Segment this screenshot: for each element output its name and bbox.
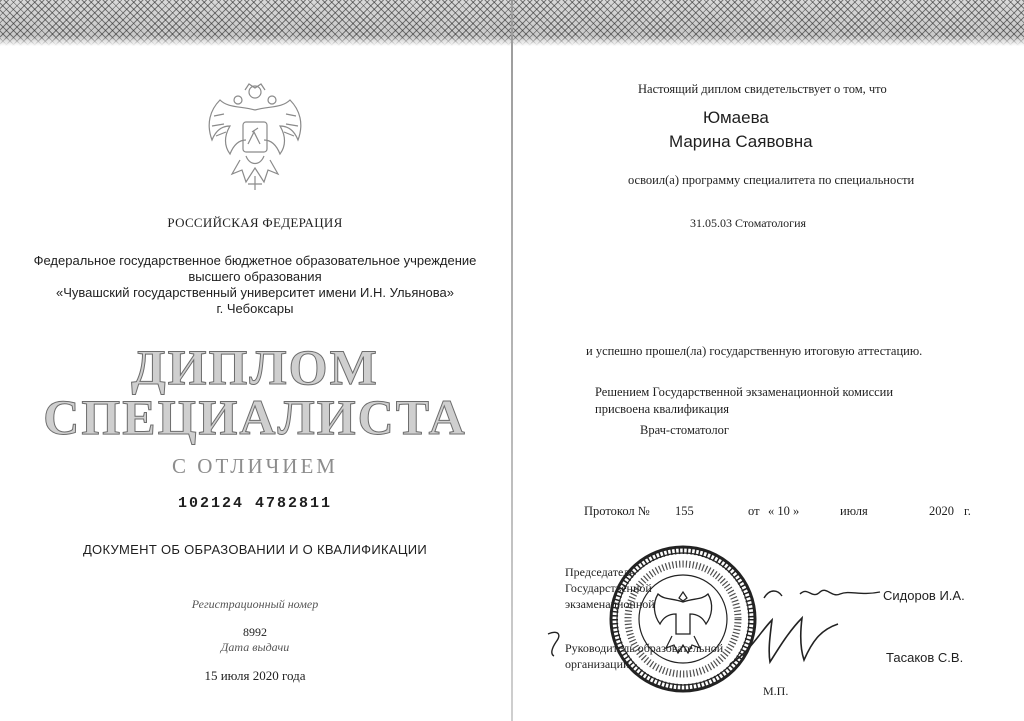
decision-line: Решением Государственной экзаменационной комиссии [595, 385, 894, 399]
issue-date: 15 июля 2020 года [204, 668, 306, 683]
document-type: ДОКУМЕНТ ОБ ОБРАЗОВАНИИ И О КВАЛИФИКАЦИИ [82, 542, 428, 557]
institution-city: г. Чебоксары [216, 301, 294, 316]
serial-number: 102124 4782811 [177, 495, 333, 512]
graduate-first-names: Марина Саявовна [669, 132, 813, 151]
honors-label: С ОТЛИЧИЕМ [172, 454, 338, 478]
protocol-label: Протокол № [584, 504, 650, 518]
issue-date-label: Дата выдачи [220, 640, 290, 654]
program-text: освоил(а) программу специалитета по специальности [628, 173, 915, 187]
chair-title-line: Председатель [565, 565, 635, 579]
institution-line: высшего образования [188, 269, 322, 284]
diploma-title: ДИПЛОМ [131, 339, 379, 395]
institution-line: Федеральное государственное бюджетное образовательное учреждение [33, 253, 477, 268]
protocol-year: 2020 [929, 504, 954, 518]
attestation-text: и успешно прошел(ла) государственную итоговую аттестацию. [586, 344, 923, 358]
registration-number: 8992 [243, 625, 267, 639]
decision-text [595, 384, 893, 418]
qualification: Врач-стоматолог [640, 423, 729, 437]
chair-name: Сидоров И.А. [883, 588, 965, 603]
signature-icon [760, 578, 900, 608]
decision-line: присвоена квалификация [595, 402, 730, 416]
protocol-day: « 10 » [768, 504, 800, 518]
institution-line: «Чувашский государственный университет имени И.Н. Ульянова» [55, 285, 455, 300]
specialty: 31.05.03 Стоматология [690, 216, 807, 230]
chair-title-line: Государственной [565, 581, 652, 595]
certifies-text: Настоящий диплом свидетельствует о том, что [638, 82, 887, 96]
graduate-last-name: Юмаева [703, 108, 769, 127]
head-name: Тасаков С.В. [886, 650, 964, 665]
signature-icon [720, 612, 850, 672]
protocol-month: июля [840, 504, 868, 518]
protocol-from: от [748, 504, 760, 518]
signature-icon [540, 628, 570, 658]
head-title-line: организации [565, 657, 630, 671]
head-title-line: Руководитель образовательной [565, 641, 724, 655]
diploma-subtitle: СПЕЦИАЛИСТА [43, 389, 467, 445]
russian-coat-of-arms-icon [200, 80, 310, 195]
chair-title-line: экзаменационной [565, 597, 655, 611]
institution-block [20, 253, 490, 317]
protocol-number: 155 [675, 504, 694, 518]
registration-label: Регистрационный номер [191, 597, 319, 611]
stamp-label: М.П. [763, 684, 789, 698]
protocol-year-suffix: г. [964, 504, 971, 518]
page-fold [511, 0, 513, 721]
country-name: РОССИЙСКАЯ ФЕДЕРАЦИЯ [167, 215, 343, 230]
